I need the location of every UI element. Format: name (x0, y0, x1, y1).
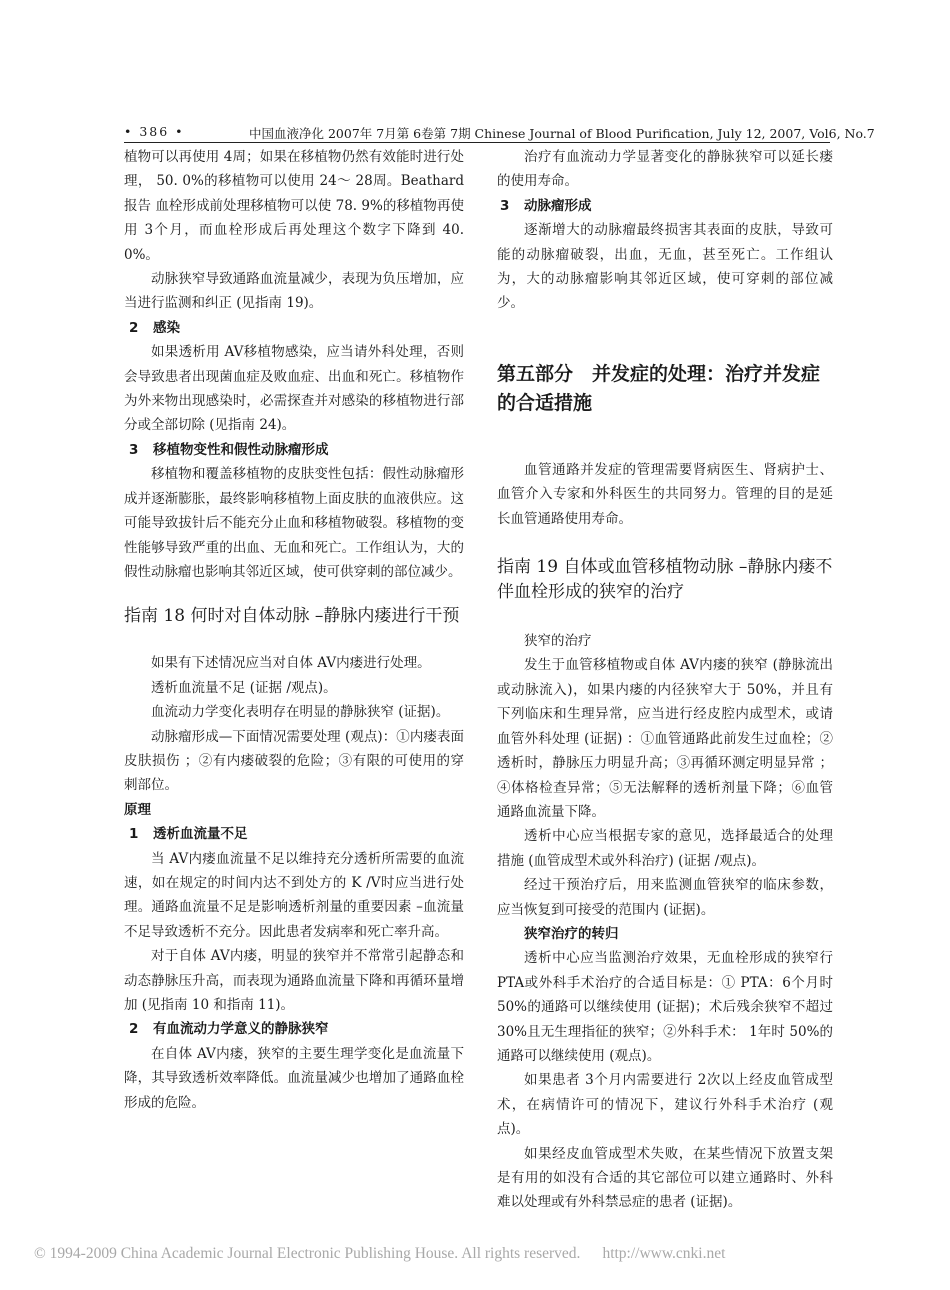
part-five-heading: 第五部分 并发症的处理：治疗并发症的合适措施 (497, 362, 821, 414)
paragraph: 如果透析用 AV移植物感染，应当请外科处理，否则会导致患者出现菌血症及败血症、出血和死亡。移植物作为外来物出现感染时，必需探查并对感染的移植物进行部分或全部切除 (见指南 24)。 (124, 344, 464, 434)
copyright-footer (34, 1245, 914, 1263)
section-title: 透析血流量不足 (153, 826, 248, 843)
journal-citation: 中国血液净化 2007年 7月第 6卷第 7期 Chinese Journal of Blood Purification, July 12, 2007, Vol6, No.7 (249, 126, 875, 141)
paragraph: 透析中心应当监测治疗效果，无血栓形成的狭窄行 PTA或外科手术治疗的合适目标是：① PTA：6个月时 50%的通路可以继续使用 (证据)；术后残余狭窄不超过 30%且无生理指征的狭窄；②外科手术： 1年时 50%的通路可以继续使用 (观点)。 (497, 950, 833, 1064)
paragraph: 如果经皮血管成型术失败，在某些情况下放置支架是有用的如没有合适的其它部位可以建立通路时、外科难以处理或有外科禁忌症的患者 (证据)。 (497, 1145, 833, 1211)
paragraph: 治疗有血流动力学显著变化的静脉狭窄可以延长瘘的使用寿命。 (497, 149, 833, 190)
section-number: 1 (129, 826, 139, 843)
footer-url[interactable]: http://www.cnki.net (602, 1245, 726, 1262)
left-column (124, 145, 464, 1115)
paragraph: 动脉瘤形成—下面情况需要处理 (观点)：①内瘘表面皮肤损伤 ；②有内瘘破裂的危险；③有限的可使用的穿刺部位。 (124, 728, 464, 794)
paragraph: 如果有下述情况应当对自体 AV内瘘进行处理。 (151, 655, 431, 672)
section-heading-venous-stenosis (129, 1017, 464, 1041)
paragraph: 植物可以再使用 4周；如果在移植物仍然有效能时进行处理， 50. 0%的移植物可以使用 24～ 28周。Beathard报告 血栓形成前处理移植物可以使 78. 9%的移植物再使用 3个月，而血栓形成后再处理这个数字下降到 40. 0%。 (124, 149, 464, 263)
paragraph: 移植物和覆盖移植物的皮肤变性包括：假性动脉瘤形成并逐渐膨胀，最终影响移植物上面皮肤的血液供应。这可能导致拔针后不能充分止血和移植物破裂。移植物的变性能够导致严重的出血、无血和死亡。工作组认为，大的假性动脉瘤也影响其邻近区域，使可供穿刺的部位减少。 (124, 466, 464, 580)
running-header (124, 124, 875, 143)
rationale-heading: 原理 (124, 801, 151, 818)
section-title: 感染 (153, 319, 180, 336)
section-title: 移植物变性和假性动脉瘤形成 (153, 441, 329, 458)
paragraph: 血管通路并发症的管理需要肾病医生、肾病护士、血管介入专家和外科医生的共同努力。管理的目的是延长血管通路使用寿命。 (497, 461, 833, 527)
paragraph: 当 AV内瘘血流量不足以维持充分透析所需要的血流速，如在规定的时间内达不到处方的 K /V时应当进行处理。通路血流量不足是影响透析剂量的重要因素 –血流量不足导致透析不充分。因此患者发病率和死亡率升高。 (124, 850, 464, 940)
guideline-19-heading: 指南 19 自体或血管移植物动脉 –静脉内瘘不伴血栓形成的狭窄的治疗 (497, 557, 833, 603)
paragraph: 在自体 AV内瘘，狭窄的主要生理学变化是血流量下降，其导致透析效率降低。血流量减少也增加了通路血栓形成的危险。 (124, 1045, 464, 1111)
paragraph: 如果患者 3个月内需要进行 2次以上经皮血管成型术，在病情许可的情况下，建议行外科手术治疗 (观点)。 (497, 1072, 833, 1138)
paragraph: 发生于血管移植物或自体 AV内瘘的狭窄 (静脉流出或动脉流入)，如果内瘘的内径狭窄大于 50%，并且有下列临床和生理异常，应当进行经皮腔内成型术，或请血管外科处理 (证据) ：①血管通路此前发生过血栓；②透析时，静脉压力明显升高；③再循环测定明显异常 ；④体格检查异常；⑤无法解释的透析剂量下降；⑥血管通路血流量下降。 (497, 657, 833, 820)
section-heading-graft-degeneration (129, 438, 464, 462)
paragraph: 对于自体 AV内瘘，明显的狭窄并不常常引起静态和动态静脉压升高，而表现为通路血流量下降和再循环量增加 (见指南 10 和指南 11)。 (124, 948, 464, 1013)
paragraph: 经过干预治疗后，用来监测血管狭窄的临床参数，应当恢复到可接受的范围内 (证据)。 (497, 877, 833, 918)
copyright-text: © 1994-2009 China Academic Journal Electronic Publishing House. All rights reserved. (34, 1245, 581, 1262)
section-title: 有血流动力学意义的静脉狭窄 (153, 1021, 329, 1038)
section-title: 动脉瘤形成 (524, 197, 592, 214)
paragraph: 透析中心应当根据专家的意见，选择最适合的处理措施 (血管成型术或外科治疗) (证据 /观点)。 (497, 828, 833, 869)
paragraph: 透析血流量不足 (证据 /观点)。 (151, 679, 337, 696)
guideline-18-heading: 指南 18 何时对自体动脉 –静脉内瘘进行干预 (124, 606, 460, 627)
section-number: 3 (500, 197, 510, 214)
subheading-stenosis-treatment: 狭窄的治疗 (524, 633, 592, 650)
section-heading-low-flow (129, 822, 464, 846)
section-heading-infection (129, 316, 464, 340)
section-number: 2 (129, 319, 139, 336)
paragraph: 逐渐增大的动脉瘤最终损害其表面的皮肤，导致可能的动脉瘤破裂，出血，无血，甚至死亡。工作组认为，大的动脉瘤影响其邻近区域，使可穿刺的部位减少。 (497, 222, 833, 312)
section-heading-aneurysm (500, 194, 833, 218)
section-number: 3 (129, 441, 139, 458)
right-column (497, 145, 833, 1215)
page-number: • 386 • (124, 124, 185, 139)
section-number: 2 (129, 1021, 139, 1038)
subheading-treatment-outcome: 狭窄治疗的转归 (524, 925, 619, 942)
paragraph: 血流动力学变化表明存在明显的静脉狭窄 (证据)。 (151, 704, 450, 721)
paragraph: 动脉狭窄导致通路血流量减少，表现为负压增加，应当进行监测和纠正 (见指南 19)。 (124, 271, 464, 312)
